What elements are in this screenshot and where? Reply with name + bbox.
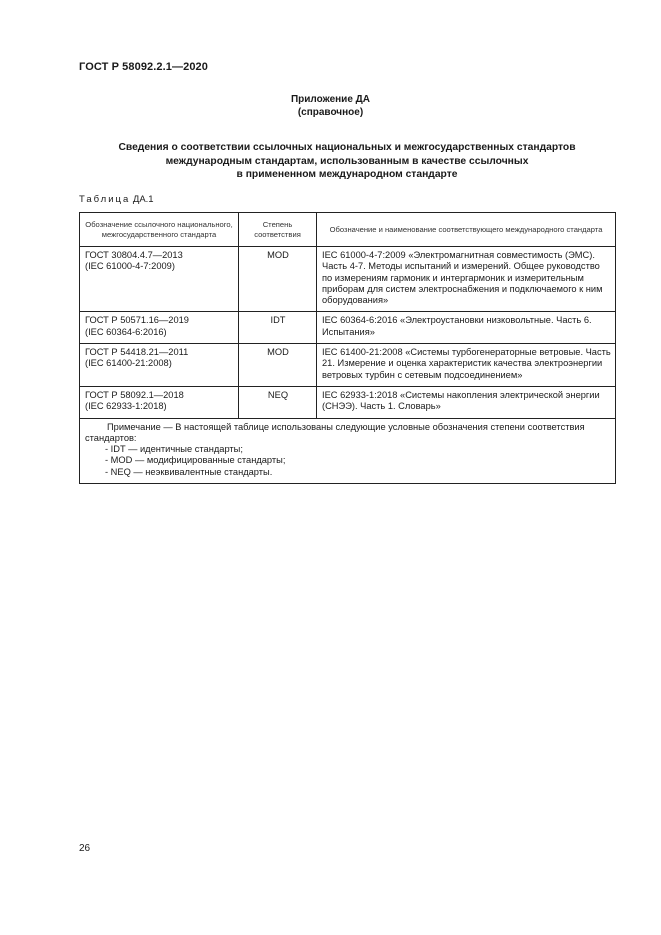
table-caption: [79, 194, 154, 206]
national-standard-code: ГОСТ Р 58092.1—2018: [85, 389, 184, 400]
international-equivalent-code: (IEC 60364-6:2016): [85, 326, 167, 337]
page-number: 26: [79, 843, 91, 854]
international-standard-cell: IEC 61000-4-7:2009 «Электромагнитная совместимость (ЭМС). Часть 4-7. Методы испытаний и измерений. Общее руководство по измерениям гармоник и интергармоник и измерительным приборам для систем электроснабжения и подключаемого к ним оборудования»: [317, 247, 616, 312]
international-standard-cell: IEC 62933-1:2018 «Системы накопления электрической энергии (СНЭЭ). Часть 1. Словарь»: [317, 386, 616, 418]
degree-cell: MOD: [239, 247, 317, 312]
national-standard-code: ГОСТ 30804.4.7—2013: [85, 250, 183, 260]
degree-cell: MOD: [239, 344, 317, 387]
appendix-title: Приложение ДА: [290, 94, 371, 105]
international-equivalent-code: (IEC 61400-21:2008): [85, 358, 172, 369]
table-row: [80, 386, 616, 418]
title-line-3: в примененном международном стандарте: [236, 169, 458, 180]
national-standard-code: ГОСТ Р 50571.16—2019: [85, 315, 189, 326]
international-equivalent-code: (IEC 62933-1:2018): [85, 401, 167, 412]
appendix-heading: [0, 93, 661, 119]
table-caption-number: ДА.1: [132, 194, 154, 205]
international-standard-cell: IEC 60364-6:2016 «Электроустановки низковольтные. Часть 6. Испытания»: [317, 312, 616, 344]
table-row: [80, 247, 616, 312]
table-row: [80, 344, 616, 387]
appendix-main-title: [79, 141, 615, 182]
note-intro: Примечание — В настоящей таблице использованы следующие условные обозначения степени соответствия стандартов:: [85, 421, 585, 443]
national-standard-code: ГОСТ Р 54418.21—2011: [85, 347, 189, 358]
degree-cell: NEQ: [239, 386, 317, 418]
national-standard-cell: [80, 312, 239, 344]
international-equivalent-code: (IEC 61000-4-7:2009): [85, 261, 175, 272]
degree-cell: IDT: [239, 312, 317, 344]
note-item-mod: - MOD — модифицированные стандарты;: [105, 455, 286, 466]
table-row: [80, 312, 616, 344]
table-note: [80, 418, 616, 483]
national-standard-cell: [80, 386, 239, 418]
header-national-standard: Обозначение ссылочного национального, межгосударственного стандарта: [80, 213, 239, 247]
table-note-row: [80, 418, 616, 483]
standards-table: [79, 212, 616, 484]
header-international-standard: Обозначение и наименование соответствующего международного стандарта: [317, 213, 616, 247]
national-standard-cell: [80, 247, 239, 312]
title-line-2: международным стандартам, использованным в качестве ссылочных: [165, 155, 529, 167]
table-caption-word: Таблица: [79, 194, 131, 205]
appendix-subtitle: (справочное): [297, 107, 364, 118]
table-header-row: [80, 213, 616, 247]
document-code: ГОСТ Р 58092.2.1—2020: [79, 61, 208, 73]
header-degree: Степень соответствия: [239, 213, 317, 247]
note-item-idt: - IDT — идентичные стандарты;: [105, 444, 243, 455]
note-item-neq: - NEQ — неэквивалентные стандарты.: [105, 466, 273, 477]
title-line-1: Сведения о соответствии ссылочных национальных и межгосударственных стандартов: [118, 142, 576, 153]
international-standard-cell: IEC 61400-21:2008 «Системы турбогенераторные ветровые. Часть 21. Измерение и оценка характеристик качества электроэнергии ветровых турбин с сетевым подсоединением»: [317, 344, 616, 387]
national-standard-cell: [80, 344, 239, 387]
